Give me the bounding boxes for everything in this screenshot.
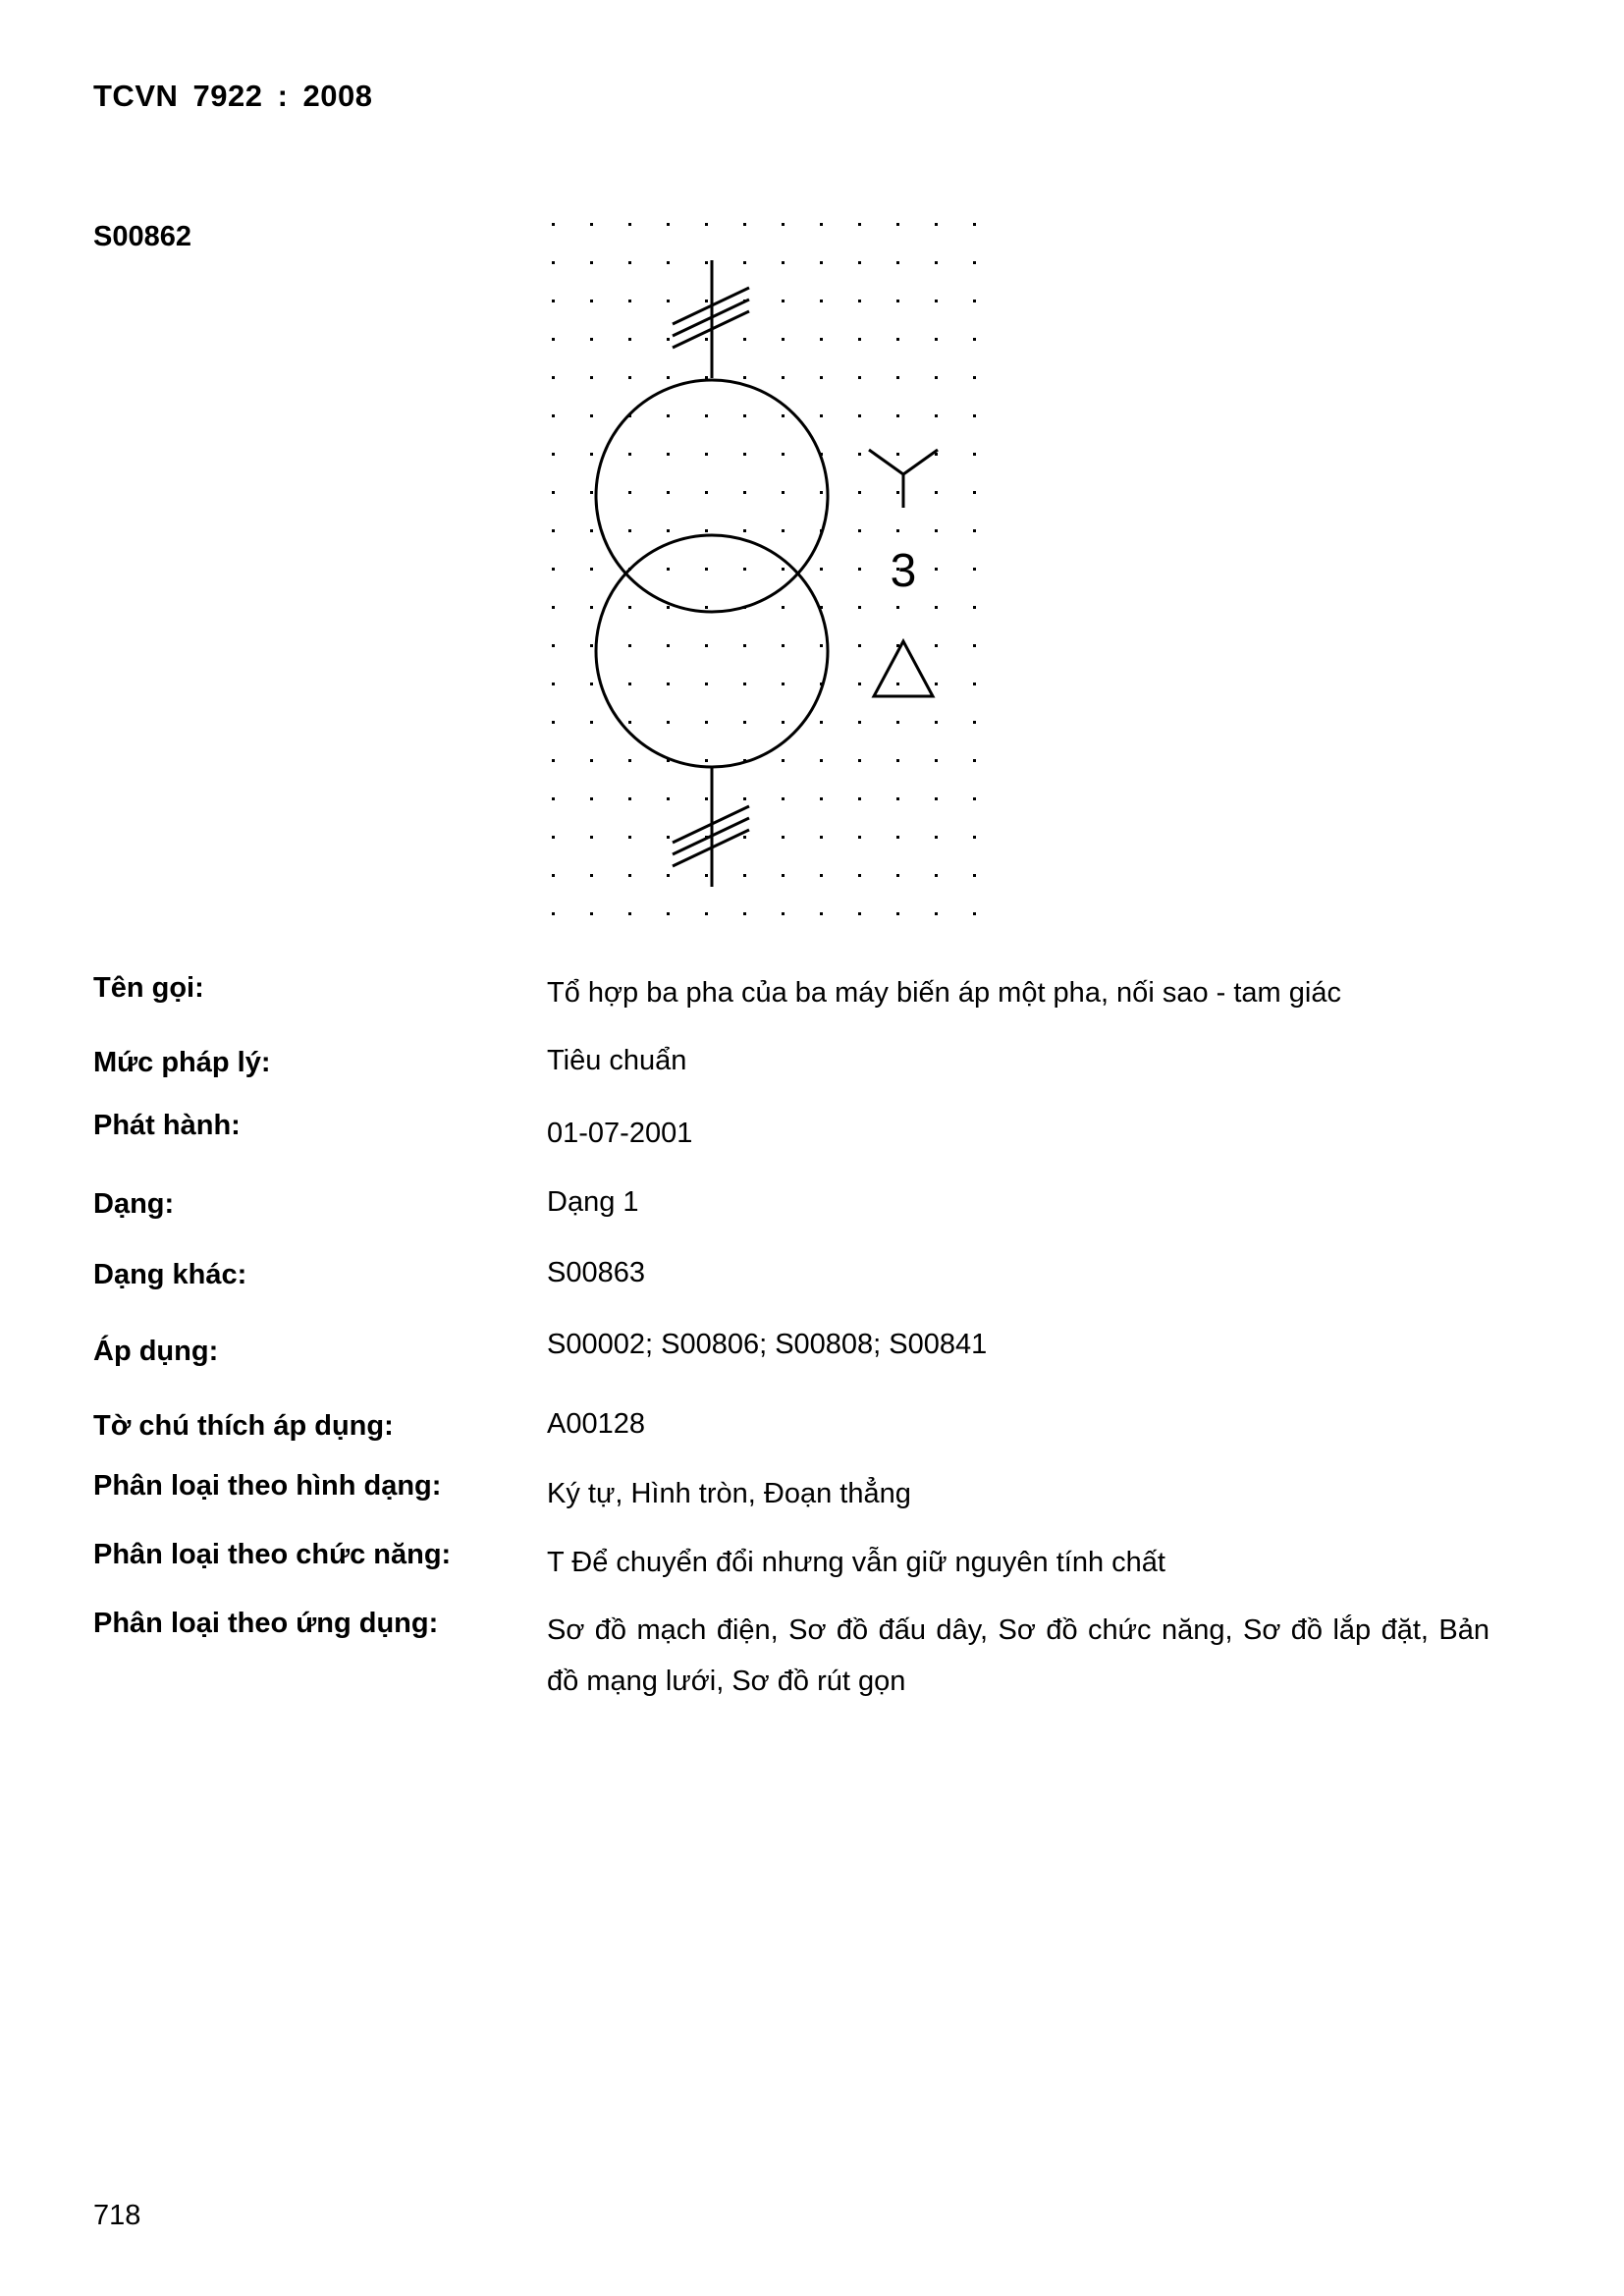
grid-dot (590, 644, 593, 647)
grid-dot (820, 644, 823, 647)
grid-dot (628, 606, 631, 609)
grid-dot (820, 721, 823, 724)
grid-dot (667, 338, 670, 341)
grid-dot (705, 414, 708, 417)
field-apply-value: S00002; S00806; S00808; S00841 (547, 1329, 988, 1360)
grid-dot (973, 338, 976, 341)
grid-dot (896, 683, 899, 685)
grid-dot (896, 376, 899, 379)
grid-dot (858, 912, 861, 915)
grid-dot (667, 797, 670, 800)
grid-dot (705, 453, 708, 456)
grid-dot (667, 568, 670, 571)
field-release-label: Phát hành: (93, 1110, 241, 1141)
grid-dot (820, 912, 823, 915)
grid-dot (782, 223, 785, 226)
grid-dot (973, 759, 976, 762)
grid-dot (552, 453, 555, 456)
grid-dot (743, 836, 746, 839)
grid-dot (705, 759, 708, 762)
upper-winding-circle (596, 380, 828, 612)
grid-dot (896, 223, 899, 226)
field-form-value: Dạng 1 (547, 1186, 639, 1218)
grid-dot (896, 529, 899, 532)
grid-dot (973, 797, 976, 800)
grid-dot (820, 223, 823, 226)
grid-dot (590, 223, 593, 226)
grid-dot (628, 491, 631, 494)
grid-dot (552, 683, 555, 685)
grid-dot (590, 338, 593, 341)
grid-dot (935, 874, 938, 877)
grid-dot (628, 223, 631, 226)
grid-dot (782, 836, 785, 839)
grid-dot (896, 874, 899, 877)
grid-dot (628, 912, 631, 915)
grid-dot (705, 300, 708, 302)
grid-dot (590, 683, 593, 685)
grid-dot (782, 568, 785, 571)
lower-winding-circle (596, 535, 828, 767)
grid-dot (782, 338, 785, 341)
transformer-symbol-diagram (535, 211, 1006, 938)
grid-dot (820, 376, 823, 379)
grid-dot (628, 644, 631, 647)
grid-dot (628, 721, 631, 724)
grid-dot (820, 568, 823, 571)
grid-dot (858, 376, 861, 379)
grid-dot (628, 338, 631, 341)
grid-dot (973, 606, 976, 609)
grid-dot (973, 874, 976, 877)
grid-dot (782, 644, 785, 647)
grid-dot (667, 376, 670, 379)
grid-dot (628, 683, 631, 685)
grid-dot (667, 683, 670, 685)
grid-dot (743, 414, 746, 417)
grid-dot (935, 759, 938, 762)
grid-dot (973, 836, 976, 839)
grid-dot (705, 721, 708, 724)
grid-dot (820, 759, 823, 762)
grid-dot (973, 223, 976, 226)
field-legal-level-value: Tiêu chuẩn (547, 1045, 687, 1076)
grid-dot (667, 912, 670, 915)
grid-dot (896, 414, 899, 417)
grid-dot (705, 376, 708, 379)
grid-dot (743, 797, 746, 800)
grid-dot (743, 529, 746, 532)
grid-dot (552, 874, 555, 877)
grid-dot (858, 491, 861, 494)
grid-dot (935, 261, 938, 264)
grid-dot (667, 453, 670, 456)
grid-dot (590, 261, 593, 264)
grid-dot (935, 414, 938, 417)
grid-dot (667, 261, 670, 264)
field-other-form-label: Dạng khác: (93, 1259, 247, 1290)
grid-dot (667, 223, 670, 226)
grid-dot (782, 797, 785, 800)
grid-dot (667, 721, 670, 724)
grid-dot (896, 453, 899, 456)
field-name-label: Tên gọi: (93, 972, 204, 1004)
grid-dot (782, 491, 785, 494)
grid-dot (935, 721, 938, 724)
grid-dot (705, 261, 708, 264)
grid-dot (782, 414, 785, 417)
grid-dot (552, 836, 555, 839)
grid-dot (705, 683, 708, 685)
grid-dot (667, 836, 670, 839)
grid-dot (820, 797, 823, 800)
grid-dot (705, 644, 708, 647)
grid-dot (858, 453, 861, 456)
grid-dot (858, 721, 861, 724)
grid-dot (858, 644, 861, 647)
grid-dot (590, 912, 593, 915)
grid-dot (743, 261, 746, 264)
grid-dot (782, 683, 785, 685)
grid-dot (896, 836, 899, 839)
grid-dot (782, 606, 785, 609)
grid-dot (743, 912, 746, 915)
grid-dot (896, 721, 899, 724)
grid-dot (705, 912, 708, 915)
grid-dot (628, 261, 631, 264)
phase-count-label: 3 (890, 545, 917, 597)
grid-dot (590, 453, 593, 456)
grid-dot (667, 491, 670, 494)
delta-connection-icon (874, 641, 933, 696)
grid-dot (973, 568, 976, 571)
grid-dot (935, 606, 938, 609)
grid-dot (552, 759, 555, 762)
grid-dot (667, 529, 670, 532)
grid-dot (552, 568, 555, 571)
grid-dot (667, 606, 670, 609)
page-number: 718 (93, 2200, 141, 2231)
grid-dot (896, 491, 899, 494)
grid-dot (858, 683, 861, 685)
grid-dot (590, 797, 593, 800)
grid-dot (782, 912, 785, 915)
grid-dot (667, 414, 670, 417)
grid-dot (552, 912, 555, 915)
grid-dot (782, 376, 785, 379)
grid-dot (782, 874, 785, 877)
grid-dot (705, 223, 708, 226)
grid-dot (782, 300, 785, 302)
grid-dot (628, 797, 631, 800)
grid-dot (743, 491, 746, 494)
grid-dot (973, 261, 976, 264)
grid-dot (820, 836, 823, 839)
grid-dot (858, 836, 861, 839)
grid-dot (858, 797, 861, 800)
grid-dot (743, 568, 746, 571)
grid-dot (628, 759, 631, 762)
grid-dot (743, 376, 746, 379)
grid-dot (705, 797, 708, 800)
field-name-value: Tổ hợp ba pha của ba máy biến áp một pha, nối sao - tam giác (547, 977, 1341, 1009)
field-application-class-value: Sơ đồ mạch điện, Sơ đồ đấu dây, Sơ đồ chức năng, Sơ đồ lắp đặt, Bản đồ mạng lưới, Sơ đồ rút gọn (547, 1614, 1489, 1697)
grid-dot (705, 606, 708, 609)
grid-dot (628, 300, 631, 302)
grid-dot (782, 529, 785, 532)
grid-dot (552, 414, 555, 417)
grid-dot (820, 338, 823, 341)
grid-dot (935, 568, 938, 571)
field-form-label: Dạng: (93, 1188, 175, 1220)
symbol-code: S00862 (93, 221, 191, 252)
grid-dot (935, 644, 938, 647)
grid-dot (705, 491, 708, 494)
grid-dot (973, 721, 976, 724)
grid-dot (743, 874, 746, 877)
grid-dot (820, 414, 823, 417)
grid-dot (896, 261, 899, 264)
grid-dot (858, 338, 861, 341)
grid-dot (782, 759, 785, 762)
grid-dot (667, 874, 670, 877)
grid-dot (552, 721, 555, 724)
grid-dot (896, 300, 899, 302)
grid-dot (590, 491, 593, 494)
grid-dot (935, 338, 938, 341)
field-function-class-value: T Để chuyển đổi nhưng vẫn giữ nguyên tính chất (547, 1547, 1165, 1578)
grid-dot (782, 721, 785, 724)
field-annotation-sheet-value: A00128 (547, 1408, 645, 1440)
grid-dot (743, 683, 746, 685)
grid-dot (858, 759, 861, 762)
grid-dot (820, 491, 823, 494)
grid-dot (590, 529, 593, 532)
grid-dot (667, 300, 670, 302)
grid-dot (820, 300, 823, 302)
field-legal-level-label: Mức pháp lý: (93, 1047, 271, 1078)
grid-dot (858, 300, 861, 302)
grid-dot (858, 529, 861, 532)
grid-dot (858, 568, 861, 571)
grid-dot (552, 491, 555, 494)
grid-dot (590, 376, 593, 379)
grid-dot (935, 223, 938, 226)
grid-dot (973, 529, 976, 532)
grid-dot (858, 223, 861, 226)
grid-dot (705, 338, 708, 341)
grid-dot (973, 683, 976, 685)
grid-dot (743, 453, 746, 456)
grid-dot (552, 797, 555, 800)
grid-dot (935, 912, 938, 915)
grid-dot (935, 797, 938, 800)
grid-dot (896, 606, 899, 609)
grid-dot (858, 414, 861, 417)
grid-dot (552, 300, 555, 302)
grid-dot (552, 376, 555, 379)
grid-dot (935, 683, 938, 685)
grid-dot (896, 759, 899, 762)
grid-dot (590, 568, 593, 571)
grid-dot (552, 529, 555, 532)
grid-dot (552, 261, 555, 264)
grid-dot (973, 414, 976, 417)
field-release-value: 01-07-2001 (547, 1118, 693, 1149)
standard-header: TCVN 7922 : 2008 (93, 79, 373, 113)
star-connection-icon (869, 450, 938, 508)
grid-dot (858, 261, 861, 264)
grid-dot (820, 874, 823, 877)
grid-dot (628, 836, 631, 839)
grid-dot (552, 644, 555, 647)
grid-dot (896, 797, 899, 800)
grid-dot (552, 606, 555, 609)
field-application-class-label: Phân loại theo ứng dụng: (93, 1608, 439, 1639)
grid-dot (590, 721, 593, 724)
grid-dot (552, 223, 555, 226)
field-apply-label: Áp dụng: (93, 1336, 219, 1367)
field-function-class-label: Phân loại theo chức năng: (93, 1539, 452, 1570)
grid-dot (552, 338, 555, 341)
grid-dot (667, 644, 670, 647)
grid-dot (590, 836, 593, 839)
grid-dot (782, 261, 785, 264)
grid-dot (590, 414, 593, 417)
grid-dot (590, 874, 593, 877)
grid-dot (935, 491, 938, 494)
grid-dot (590, 759, 593, 762)
grid-dot (896, 912, 899, 915)
grid-dot (628, 529, 631, 532)
field-shape-class-label: Phân loại theo hình dạng: (93, 1470, 442, 1502)
grid-dot (782, 453, 785, 456)
grid-dot (935, 376, 938, 379)
grid-dot (973, 491, 976, 494)
grid-dot (973, 912, 976, 915)
grid-dot (705, 874, 708, 877)
grid-dot (935, 529, 938, 532)
field-annotation-sheet-label: Tờ chú thích áp dụng: (93, 1410, 394, 1442)
grid-dot (628, 376, 631, 379)
grid-dot (743, 338, 746, 341)
grid-dot (973, 453, 976, 456)
grid-dot (628, 874, 631, 877)
grid-dot (820, 261, 823, 264)
grid-dot (743, 223, 746, 226)
field-shape-class-value: Ký tự, Hình tròn, Đoạn thẳng (547, 1478, 911, 1509)
grid-dot (628, 453, 631, 456)
grid-dot (935, 836, 938, 839)
grid-dot (743, 721, 746, 724)
grid-dot (973, 376, 976, 379)
grid-dot (590, 300, 593, 302)
grid-dot (590, 606, 593, 609)
grid-dot (705, 568, 708, 571)
grid-dot (705, 529, 708, 532)
grid-dot (743, 644, 746, 647)
grid-dot (858, 606, 861, 609)
grid-dot (896, 338, 899, 341)
grid-dot (973, 644, 976, 647)
grid-dot (935, 300, 938, 302)
grid-dot (858, 874, 861, 877)
grid-dot (973, 300, 976, 302)
field-other-form-value: S00863 (547, 1257, 645, 1288)
